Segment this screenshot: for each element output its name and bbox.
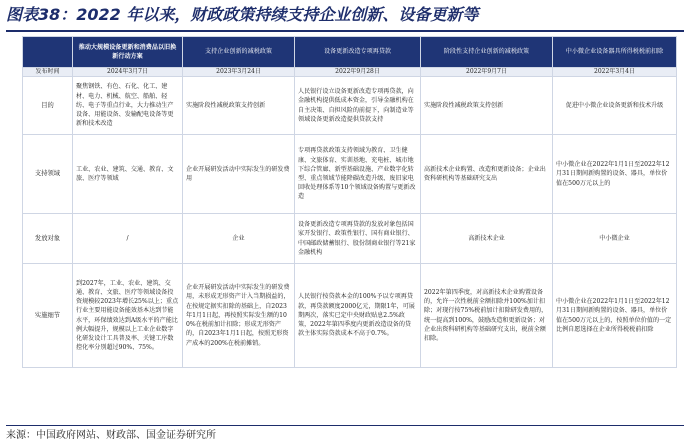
column-header: 设备更新改造专项再贷款 <box>295 37 421 68</box>
table-cell: 2022年9月7日 <box>421 68 553 77</box>
table-cell: 设备更新改造专项再贷款的发放对象包括国家开发银行、政策性银行、国有商业银行、中国邮政储蓄银行、股份制商业银行等21家金融机构 <box>295 214 421 264</box>
column-header: 推动大规模设备更新和消费品以旧换新行动方案 <box>73 37 183 68</box>
table-cell: 企业开展研发活动中实际发生的研发费用 <box>183 135 295 214</box>
table-cell: 2022年9月28日 <box>295 68 421 77</box>
header-row <box>23 37 677 68</box>
table-row <box>23 135 677 214</box>
table-cell: 2024年3月7日 <box>73 68 183 77</box>
table-cell: 中小微企业在2022年1月1日至2022年12月31日期间新购置的设备、器具，单位价值在500万元以上的，按照单位价值的一定比例自愿选择在企业所得税税前扣除 <box>553 264 677 368</box>
table-cell: / <box>73 214 183 264</box>
table-cell: 工业、农业、建筑、交通、教育、文旅、医疗等领域 <box>73 135 183 214</box>
table-cell: 实施阶段性减税政策支持创新 <box>183 77 295 135</box>
release-date-row <box>23 68 677 77</box>
policy-table <box>22 36 677 368</box>
table-cell: 高新技术企业 <box>421 214 553 264</box>
table-row <box>23 77 677 135</box>
column-header: 阶段性支持企业创新的减税政策 <box>421 37 553 68</box>
table-cell: 到2027年，工业、农业、建筑、交通、教育、文旅、医疗等领域设备投资规模较2023年增长25%以上；重点行业主要用能设备能效基本达到节能水平，环保绩效达到A级水平的产能比例大幅提升，规模以上工业企业数字化研发设计工具普及率、关键工序数控化率分别超过90%、75%。 <box>73 264 183 368</box>
column-header: 支持企业创新的减税政策 <box>183 37 295 68</box>
table-row <box>23 264 677 368</box>
source-divider <box>6 425 684 426</box>
table-row <box>23 214 677 264</box>
table-cell: 2023年3月24日 <box>183 68 295 77</box>
table-cell: 高新技术企业购置、改造和更新设备；企业出资科研机构等基础研究支出 <box>421 135 553 214</box>
table-cell: 2022年3月4日 <box>553 68 677 77</box>
row-label: 发放对象 <box>23 214 73 264</box>
table-cell: 促进中小微企业设备更新和技术升级 <box>553 77 677 135</box>
table-cell: 实施阶段性减税政策支持创新 <box>421 77 553 135</box>
table-cell: 中小微企业 <box>553 214 677 264</box>
table-cell: 人民银行设立设备更新改造专项再贷款，向金融机构提供低成本资金，引导金融机构在自主决策、自担风险的前提下，向制造业等领域设备更新改造提供贷款支持 <box>295 77 421 135</box>
title-divider <box>6 30 684 32</box>
source-note: 来源：中国政府网站、财政部、国金证券研究所 <box>6 430 216 441</box>
table-cell: 中小微企业在2022年1月1日至2022年12月31日期间新购置的设备、器具，单位价值在500万元以上的 <box>553 135 677 214</box>
row-label: 实施细节 <box>23 264 73 368</box>
table-cell: 2022年第四季度，对高新技术企业购置设备的，允许一次性税前全额扣除并100%加计扣除；对现行按75%税前加计扣除研发费用的，统一提高到100%，鼓励改造和更新设备；对企业出资科研机构等基础研究支出，税前全额扣除。 <box>421 264 553 368</box>
table-cell: 企业开展研发活动中实际发生的研发费用，未形成无形资产计入当期损益的，在按规定据实扣除的基础上，自2023年1月1日起，再按照实际发生额的100%在税前加计扣除；形成无形资产的，自2023年1月1日起，按照无形资产成本的200%在税前摊销。 <box>183 264 295 368</box>
table-cell: 聚焦钢铁、有色、石化、化工、建材、电力、机械、航空、船舶、轻纺、电子等重点行业，大力推动生产设备、用能设备、发输配电设备等更新和技术改造 <box>73 77 183 135</box>
table-cell: 人民银行按贷款本金的100%予以专项再贷款，再贷款额度2000亿元，期限1年，可展期两次，落实已定中央财政贴息2.5%政策，2022年第四季度内更新改造设备的贷款主体实际贷款成本不高于0.7%。 <box>295 264 421 368</box>
column-header: 中小微企业设备器具所得税税前扣除 <box>553 37 677 68</box>
table-cell: 企业 <box>183 214 295 264</box>
row-label: 发布时间 <box>23 68 73 77</box>
header-corner <box>23 37 73 68</box>
table-cell: 专项再贷款政策支持领域为教育、卫生健康、文旅体育、实训基地、充电桩、城市地下综合管廊、新型基础设施、产业数字化转型、重点领域节能降碳改造升级、废旧家电回收处理体系等10个领域设备购置与更新改造 <box>295 135 421 214</box>
row-label: 支持领域 <box>23 135 73 214</box>
row-label: 目的 <box>23 77 73 135</box>
figure-title: 图表38：2022 年以来，财政政策持续支持企业创新、设备更新等 <box>6 5 479 24</box>
